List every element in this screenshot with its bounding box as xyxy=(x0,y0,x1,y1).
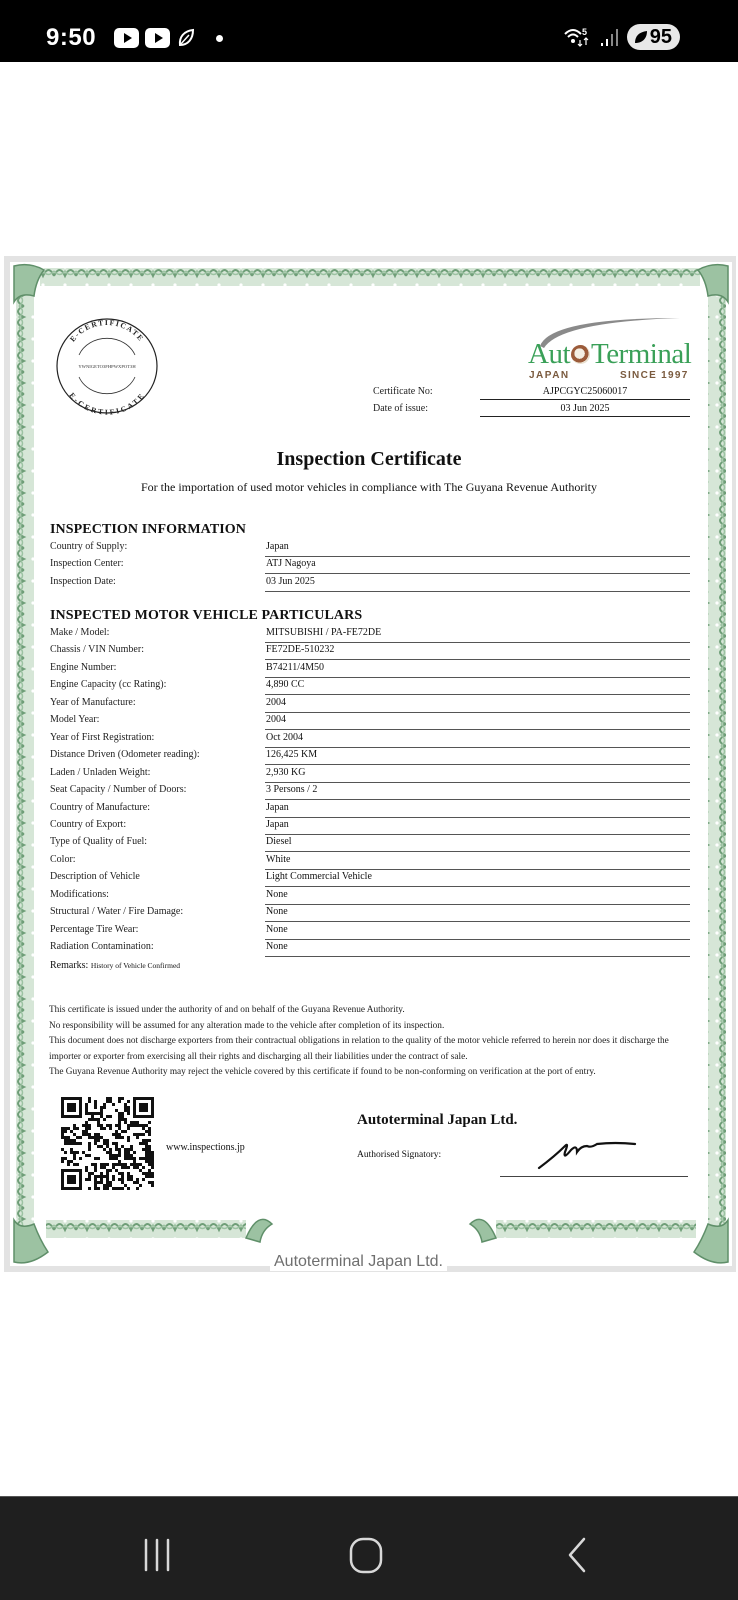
back-button[interactable] xyxy=(560,1536,600,1576)
dot-icon xyxy=(216,35,223,42)
row-value: 3 Persons / 2 xyxy=(265,784,690,800)
battery-indicator xyxy=(627,24,680,50)
signature-line xyxy=(500,1176,688,1177)
disclaimer xyxy=(49,1003,699,1081)
row-label: Inspection Date: xyxy=(50,575,116,587)
date-of-issue-label: Date of issue: xyxy=(373,403,428,414)
row-label: Color: xyxy=(50,853,76,865)
logo-globe-icon xyxy=(571,345,590,364)
vehicle-particulars-heading: INSPECTED MOTOR VEHICLE PARTICULARS xyxy=(50,608,363,623)
row-label: Seat Capacity / Number of Doors: xyxy=(50,784,187,796)
row-value: Japan xyxy=(265,802,690,818)
row-value: 2,930 KG xyxy=(265,767,690,783)
table-row xyxy=(50,904,690,922)
row-value: 2004 xyxy=(265,714,690,730)
table-row xyxy=(50,887,690,905)
table-row xyxy=(50,922,690,940)
disclaimer-line: The Guyana Revenue Authority may reject the vehicle covered by this certificate if found to be non-conforming on verification at the port of entry. xyxy=(49,1067,596,1077)
table-row xyxy=(50,817,690,835)
row-value: 126,425 KM xyxy=(265,749,690,765)
home-icon xyxy=(351,1539,381,1572)
row-value: None xyxy=(265,889,690,905)
row-label: Chassis / VIN Number: xyxy=(50,644,144,656)
recent-apps-icon xyxy=(146,1540,168,1570)
youtube-icon xyxy=(145,28,170,48)
recent-apps-button[interactable] xyxy=(140,1536,180,1576)
logo-country: JAPAN xyxy=(529,370,570,381)
table-row xyxy=(50,677,690,695)
table-row xyxy=(50,712,690,730)
svg-text:E-CERTIFICATE xyxy=(68,318,146,344)
row-value: 4,890 CC xyxy=(265,679,690,695)
table-row xyxy=(50,834,690,852)
battery-percent: 95 xyxy=(649,25,672,48)
date-of-issue-value: 03 Jun 2025 xyxy=(480,403,690,417)
row-label: Year of First Registration: xyxy=(50,731,155,743)
page-subtitle: For the importation of used motor vehicles in compliance with The Guyana Revenue Authority xyxy=(140,480,597,494)
row-value: Diesel xyxy=(265,836,690,852)
row-label: Model Year: xyxy=(50,714,100,726)
leaf-icon xyxy=(176,28,196,48)
company-name: Autoterminal Japan Ltd. xyxy=(357,1112,518,1128)
table-row xyxy=(50,642,690,660)
status-indicators xyxy=(563,24,680,50)
row-label: Radiation Contamination: xyxy=(50,941,154,953)
row-value: 2004 xyxy=(265,697,690,713)
row-label: Make / Model: xyxy=(50,627,110,638)
footer-brand: Autoterminal Japan Ltd. xyxy=(270,1253,447,1271)
row-value: Oct 2004 xyxy=(265,732,690,748)
status-time: 9:50 xyxy=(46,24,97,51)
row-label: Modifications: xyxy=(50,888,109,900)
qr-code[interactable] xyxy=(61,1097,154,1190)
row-value: MITSUBISHI / PA-FE72DE xyxy=(265,627,690,643)
logo-wordmark: Aut Terminal xyxy=(528,338,692,370)
row-label: Structural / Water / Fire Damage: xyxy=(50,906,184,918)
row-label: Description of Vehicle xyxy=(50,871,140,883)
table-row xyxy=(50,574,690,592)
disclaimer-line: This certificate is issued under the authority of and on behalf of the Guyana Revenue Authority. xyxy=(49,1005,405,1015)
table-row xyxy=(50,625,690,643)
disclaimer-line: No responsibility will be assumed for any alteration made to the vehicle after completion of its inspection. xyxy=(49,1020,445,1031)
row-value: None xyxy=(265,941,690,957)
table-row xyxy=(50,660,690,678)
row-label: Inspection Center: xyxy=(50,558,124,570)
row-label: Engine Capacity (cc Rating): xyxy=(50,679,167,691)
back-icon xyxy=(570,1539,584,1571)
e-certificate-seal xyxy=(53,315,161,417)
wifi-icon xyxy=(563,26,593,48)
table-row xyxy=(50,782,690,800)
table-row xyxy=(50,800,690,818)
status-bar xyxy=(0,0,738,62)
seal-top-text: E-CERTIFICATE xyxy=(67,317,147,344)
row-label: Distance Driven (Odometer reading): xyxy=(50,749,200,761)
youtube-icon xyxy=(114,28,139,48)
table-row xyxy=(50,869,690,887)
table-row xyxy=(50,747,690,765)
row-label: Percentage Tire Wear: xyxy=(50,923,139,935)
row-label: Engine Number: xyxy=(50,661,117,673)
remarks-value: History of Vehicle Confirmed xyxy=(90,961,181,970)
disclaimer-line: This document does not discharge exporters from their contractual obligations in relation to the quality of the motor vehicle referred to herein nor does it discharge the importer or exporter from exercising all their rights and discharging all their liabilities under the contract of sale. xyxy=(49,1036,669,1062)
logo-since: SINCE 1997 xyxy=(620,370,689,381)
row-value: None xyxy=(265,906,690,922)
notification-icons xyxy=(114,28,223,48)
remarks-label: Remarks: xyxy=(50,960,89,971)
website-link[interactable]: www.inspections.jp xyxy=(166,1142,245,1153)
network-badge: 5 xyxy=(581,27,587,37)
signatory-label: Authorised Signatory: xyxy=(357,1150,442,1160)
seal-code: YWNIGETO3FHPWXPOT3H xyxy=(78,364,136,369)
row-label: Laden / Unladen Weight: xyxy=(50,766,151,778)
table-row xyxy=(50,556,690,574)
table-row xyxy=(50,730,690,748)
row-value: White xyxy=(265,854,690,870)
page-title: Inspection Certificate xyxy=(276,448,462,470)
row-value: B74211/4M50 xyxy=(265,662,690,678)
table-row xyxy=(50,765,690,783)
row-value: FE72DE-510232 xyxy=(265,644,690,660)
row-value: Light Commercial Vehicle xyxy=(265,871,690,887)
row-label: Year of Manufacture: xyxy=(50,696,136,708)
table-row xyxy=(50,695,690,713)
row-value: 03 Jun 2025 xyxy=(265,576,690,592)
row-label: Country of Supply: xyxy=(50,541,128,552)
table-row xyxy=(50,852,690,870)
certificate-no-value: AJPCGYC25060017 xyxy=(480,386,690,400)
home-button[interactable] xyxy=(348,1536,388,1576)
signal-icon xyxy=(599,27,621,47)
row-value: Japan xyxy=(265,819,690,835)
inspection-info-heading: INSPECTION INFORMATION xyxy=(50,522,247,537)
row-value: ATJ Nagoya xyxy=(265,558,690,574)
signature xyxy=(535,1132,655,1172)
row-label: Country of Export: xyxy=(50,818,127,830)
row-label: Country of Manufacture: xyxy=(50,801,150,813)
svg-text:E-CERTIFICATE xyxy=(67,391,146,417)
row-label: Type of Quality of Fuel: xyxy=(50,836,148,848)
row-value: None xyxy=(265,924,690,940)
table-row xyxy=(50,539,690,557)
table-row xyxy=(50,939,690,957)
row-value: Japan xyxy=(265,541,690,557)
remarks xyxy=(50,960,180,971)
battery-saver-leaf-icon xyxy=(633,29,649,45)
certificate-no-label: Certificate No: xyxy=(373,386,433,397)
seal-bottom-text: E-CERTIFICATE xyxy=(67,390,147,417)
